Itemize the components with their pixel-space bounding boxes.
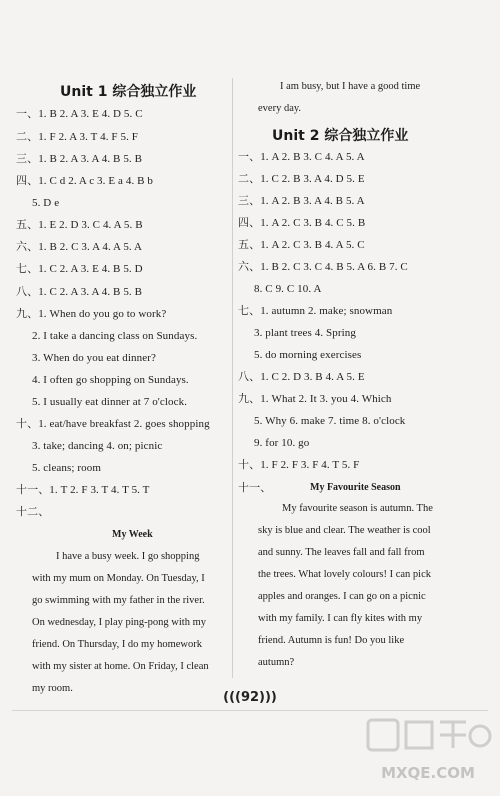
- answer-line: 3. When do you eat dinner?: [32, 352, 156, 364]
- essay-line: the trees. What lovely colours! I can pick: [258, 569, 431, 580]
- essay-line: On wednesday, I play ping-pong with my: [32, 617, 206, 628]
- answer-line: 8. C 9. C 10. A: [254, 283, 322, 295]
- answer-line: 3. plant trees 4. Spring: [254, 327, 356, 339]
- answer-line: 3. take; dancing 4. on; picnic: [32, 440, 163, 452]
- answer-line: 5. do morning exercises: [254, 349, 362, 361]
- answer-line: 9. for 10. go: [254, 437, 310, 449]
- essay-line: apples and oranges. I can go on a picnic: [258, 591, 426, 602]
- bottom-rule: [12, 710, 488, 711]
- unit-2-title: Unit 2 综合独立作业: [272, 128, 409, 144]
- answer-line: 九、1. What 2. It 3. you 4. Which: [238, 393, 392, 405]
- essay-line: go swimming with my father in the river.: [32, 595, 205, 606]
- watermark-text: MXQE.COM: [381, 764, 475, 782]
- answer-line: 八、1. C 2. A 3. A 4. B 5. B: [16, 286, 143, 298]
- answer-line: 二、1. C 2. B 3. A 4. D 5. E: [238, 173, 365, 185]
- page-number-value: 92: [240, 690, 260, 705]
- essay-line: My favourite season is autumn. The: [282, 503, 433, 514]
- answer-line: 2. I take a dancing class on Sundays.: [32, 330, 198, 342]
- page-number: [200, 690, 300, 705]
- essay-line: sky is blue and clear. The weather is cool: [258, 525, 431, 536]
- essay-line: with my family. I can fly kites with my: [258, 613, 423, 624]
- unit-1-title: Unit 1 综合独立作业: [60, 84, 197, 100]
- answer-line: 十、1. F 2. F 3. F 4. T 5. F: [238, 459, 360, 471]
- answer-line: 四、1. C d 2. A c 3. E a 4. B b: [16, 175, 154, 187]
- essay-line: and sunny. The leaves fall and fall from: [258, 547, 425, 558]
- answer-line: 六、1. B 2. C 3. A 4. A 5. A: [16, 241, 143, 253]
- page-number-right-brackets: ))): [259, 690, 277, 705]
- page-number-left-brackets: (((: [223, 690, 241, 705]
- answer-line: 十一、1. T 2. F 3. T 4. T 5. T: [16, 484, 150, 496]
- essay-line: with my mum on Monday. On Tuesday, I: [32, 573, 205, 584]
- answer-line: 十一、: [238, 482, 272, 494]
- essay-line: with my sister at home. On Friday, I clean: [32, 661, 209, 672]
- answer-line: 三、1. B 2. A 3. A 4. B 5. B: [16, 153, 143, 165]
- essay-continuation-line: I am busy, but I have a good time: [280, 81, 421, 92]
- essay-continuation-line: every day.: [258, 103, 302, 114]
- answer-line: 五、1. A 2. C 3. B 4. A 5. C: [238, 239, 365, 251]
- essay-title: My Favourite Season: [310, 482, 401, 493]
- answer-line: 十二、: [16, 506, 50, 518]
- answer-line: 五、1. E 2. D 3. C 4. A 5. B: [16, 219, 143, 231]
- column-divider: [232, 78, 233, 678]
- essay-line: I have a busy week. I go shopping: [56, 551, 200, 562]
- answer-line: 七、1. autumn 2. make; snowman: [238, 305, 393, 317]
- answer-line: 八、1. C 2. D 3. B 4. A 5. E: [238, 371, 365, 383]
- answer-line: 三、1. A 2. B 3. A 4. B 5. A: [238, 195, 365, 207]
- answer-line: 四、1. A 2. C 3. B 4. C 5. B: [238, 217, 366, 229]
- answer-line: 5. I usually eat dinner at 7 o'clock.: [32, 396, 188, 408]
- essay-line: friend. Autumn is fun! Do you like: [258, 635, 405, 646]
- answer-line: 5. Why 6. make 7. time 8. o'clock: [254, 415, 406, 427]
- answer-line: 二、1. F 2. A 3. T 4. F 5. F: [16, 131, 139, 143]
- essay-line: friend. On Thursday, I do my homework: [32, 639, 203, 650]
- answer-line: 七、1. C 2. A 3. E 4. B 5. D: [16, 263, 143, 275]
- answer-line: 九、1. When do you go to work?: [16, 308, 167, 320]
- answer-line: 六、1. B 2. C 3. C 4. B 5. A 6. B 7. C: [238, 261, 408, 273]
- answer-line: 一、1. A 2. B 3. C 4. A 5. A: [238, 151, 365, 163]
- answer-line: 十、1. eat/have breakfast 2. goes shopping: [16, 418, 210, 430]
- answer-line: 4. I often go shopping on Sundays.: [32, 374, 189, 386]
- watermark-logo: [362, 712, 494, 792]
- answer-line: 一、1. B 2. A 3. E 4. D 5. C: [16, 108, 143, 120]
- essay-line: autumn?: [258, 657, 295, 668]
- answer-line: 5. D e: [32, 197, 60, 209]
- answer-line: 5. cleans; room: [32, 462, 102, 474]
- essay-line: my room.: [32, 683, 73, 694]
- essay-title: My Week: [112, 529, 153, 540]
